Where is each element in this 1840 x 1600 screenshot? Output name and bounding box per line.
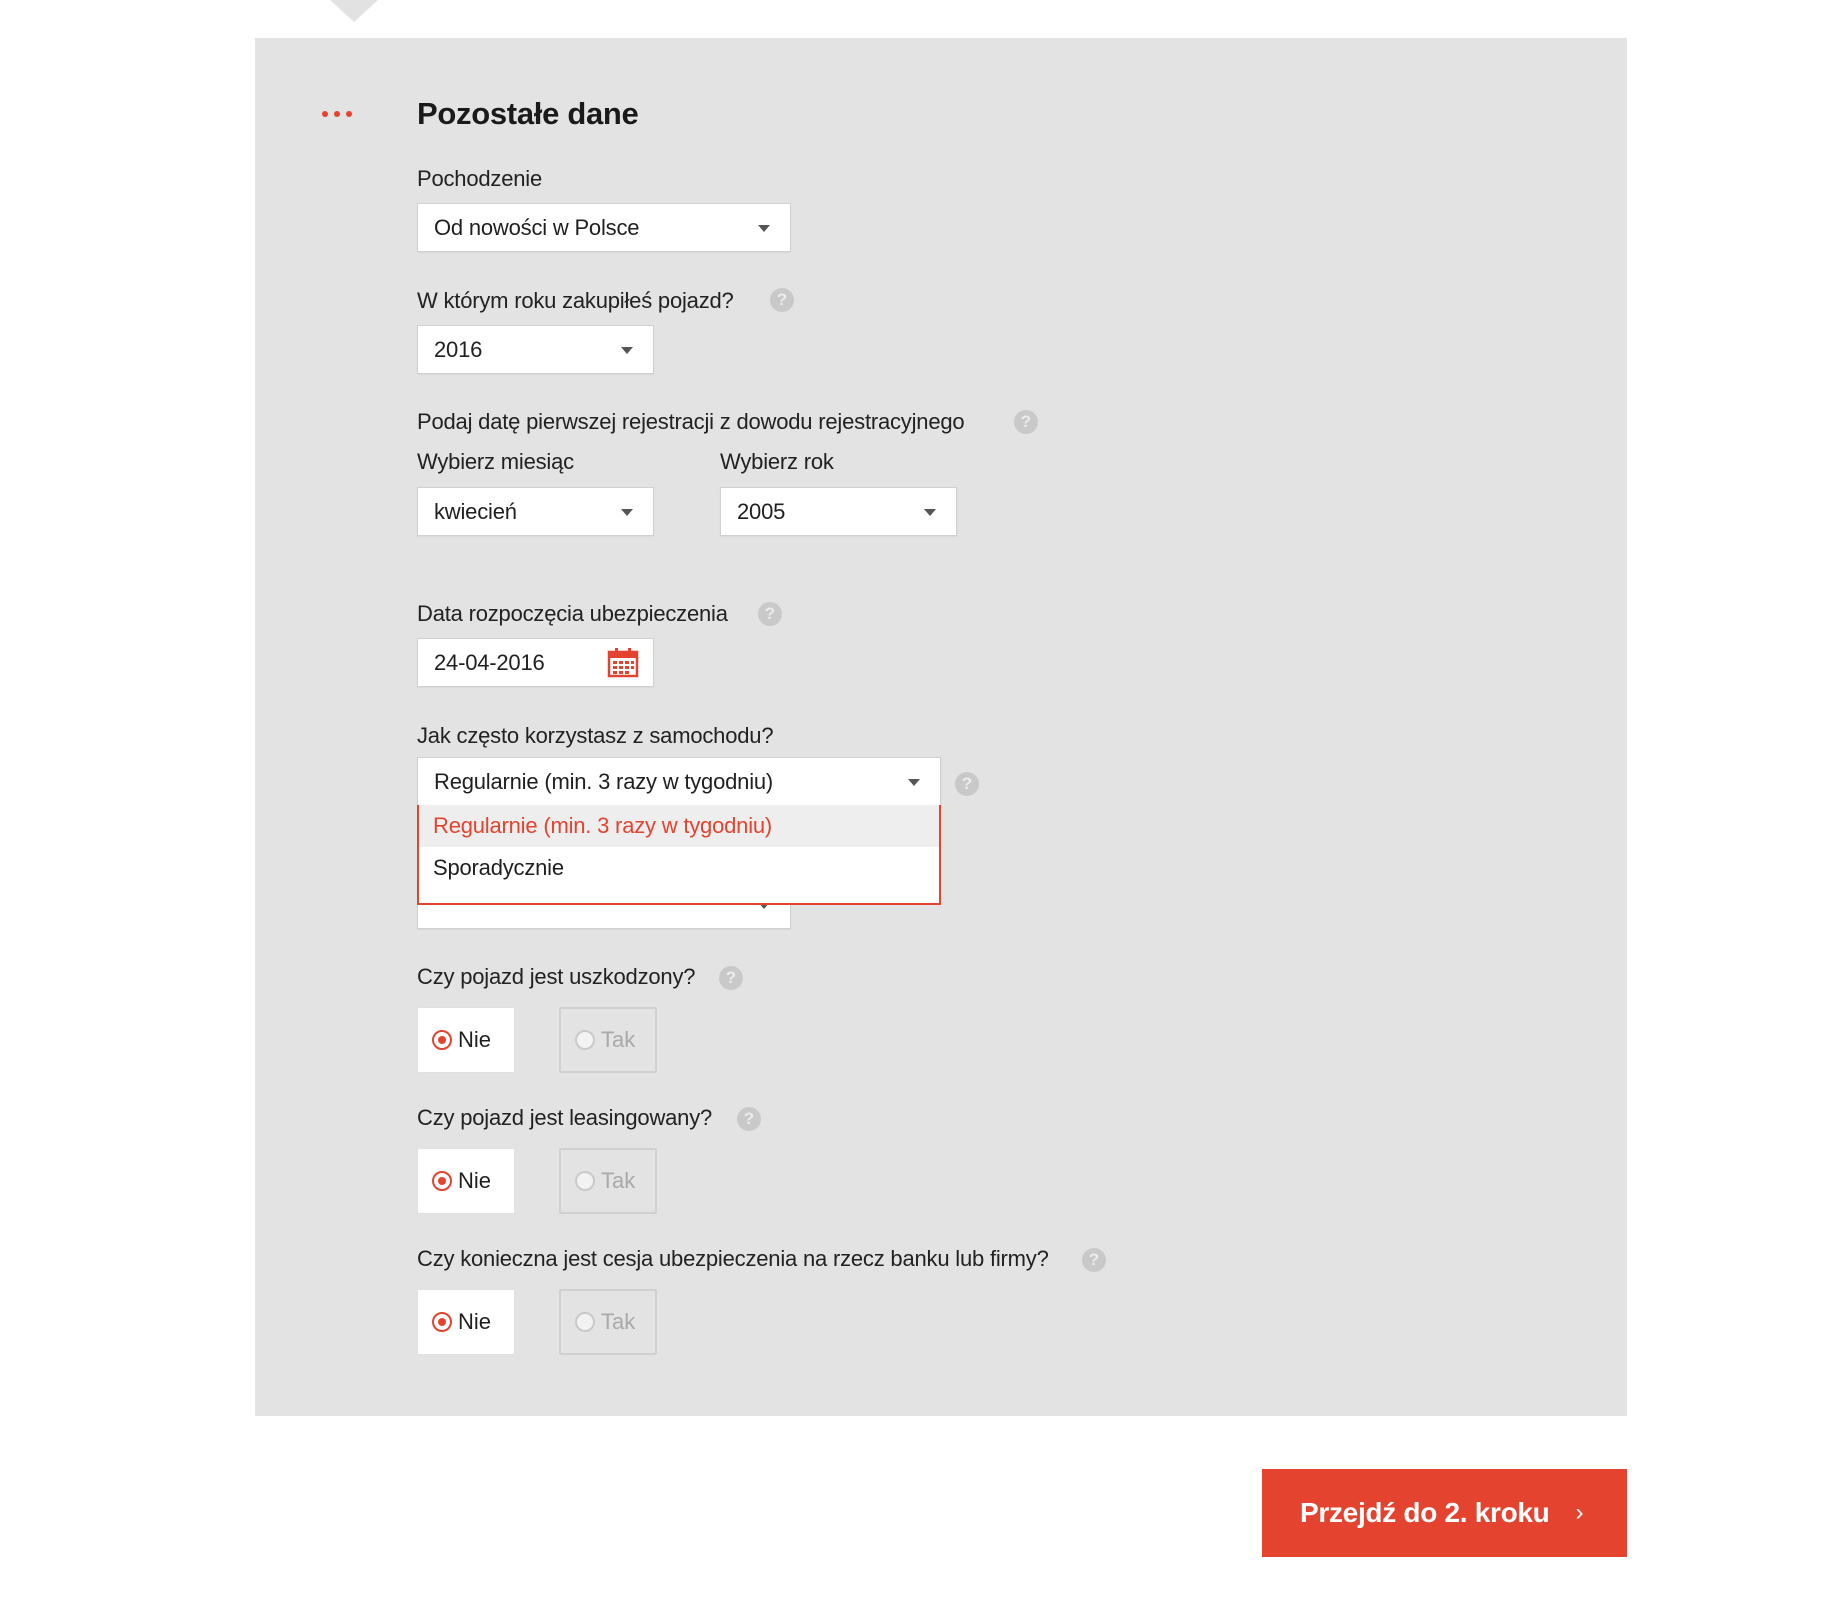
step-indicator-notch (330, 0, 378, 22)
cesja-nie-radio[interactable] (417, 1289, 515, 1355)
dropdown-option-sporadycznie[interactable]: Sporadycznie (433, 855, 564, 880)
uszkodzony-tak-radio[interactable] (559, 1007, 657, 1073)
leasing-label: Czy pojazd jest leasingowany? (417, 1105, 713, 1130)
cesja-tak-radio[interactable] (559, 1289, 657, 1355)
cesja-label: Czy konieczna jest cesja ubezpieczenia na rzecz banku lub firmy? (417, 1246, 1049, 1271)
data-ubezpieczenia-input[interactable] (417, 638, 654, 687)
help-icon[interactable]: ? (719, 966, 743, 990)
czestotliwosc-select[interactable] (417, 757, 941, 807)
radio-checked-icon (432, 1030, 452, 1050)
czestotliwosc-value: Regularnie (min. 3 razy w tygodniu) (434, 769, 774, 794)
radio-unchecked-icon (575, 1030, 595, 1050)
rok-zakupu-value: 2016 (434, 336, 483, 362)
pochodzenie-label: Pochodzenie (417, 166, 543, 191)
help-icon[interactable]: ? (770, 288, 794, 312)
miesiac-value: kwiecień (434, 498, 517, 524)
rok-zakupu-label: W którym roku zakupiłeś pojazd? (417, 288, 734, 313)
czestotliwosc-label: Jak często korzystasz z samochodu? (417, 723, 774, 748)
section-dots-icon (322, 111, 352, 117)
section-title: Pozostałe dane (417, 96, 639, 131)
chevron-down-icon (758, 225, 770, 232)
uszkodzony-label: Czy pojazd jest uszkodzony? (417, 964, 696, 989)
pochodzenie-value: Od nowości w Polsce (434, 214, 640, 240)
rok-rejestracji-value: 2005 (737, 498, 786, 524)
radio-label: Tak (601, 1168, 636, 1193)
radio-unchecked-icon (575, 1312, 595, 1332)
radio-label: Tak (601, 1027, 636, 1052)
radio-label: Nie (458, 1027, 492, 1052)
help-icon[interactable]: ? (955, 772, 979, 796)
calendar-icon[interactable] (607, 648, 639, 678)
next-step-label: Przejdź do 2. kroku (1300, 1497, 1550, 1528)
data-ubezpieczenia-value: 24-04-2016 (434, 649, 545, 675)
radio-checked-icon (432, 1312, 452, 1332)
chevron-down-icon (908, 779, 920, 786)
next-step-button[interactable] (1262, 1469, 1627, 1557)
dropdown-option-regularnie[interactable]: Regularnie (min. 3 razy w tygodniu) (419, 805, 939, 847)
uszkodzony-nie-radio[interactable] (417, 1007, 515, 1073)
rok-rejestracji-select[interactable] (720, 487, 957, 536)
leasing-tak-radio[interactable] (559, 1148, 657, 1214)
help-icon[interactable]: ? (1082, 1248, 1106, 1272)
miesiac-select[interactable] (417, 487, 654, 536)
chevron-down-icon (621, 347, 633, 354)
help-icon[interactable]: ? (1014, 410, 1038, 434)
chevron-down-icon (621, 509, 633, 516)
radio-label: Tak (601, 1309, 636, 1334)
rejestracja-label: Podaj datę pierwszej rejestracji z dowodu rejestracyjnego (417, 409, 965, 434)
pochodzenie-select[interactable] (417, 203, 791, 252)
radio-label: Nie (458, 1168, 492, 1193)
czestotliwosc-dropdown (417, 805, 941, 905)
miesiac-label: Wybierz miesiąc (417, 449, 574, 474)
radio-unchecked-icon (575, 1171, 595, 1191)
rok-zakupu-select[interactable] (417, 325, 654, 374)
leasing-nie-radio[interactable] (417, 1148, 515, 1214)
data-ubezpieczenia-label: Data rozpoczęcia ubezpieczenia (417, 601, 728, 626)
chevron-right-icon: › (1575, 1499, 1584, 1526)
radio-label: Nie (458, 1309, 492, 1334)
rok-label: Wybierz rok (720, 449, 834, 474)
radio-checked-icon (432, 1171, 452, 1191)
help-icon[interactable]: ? (737, 1107, 761, 1131)
chevron-down-icon (924, 509, 936, 516)
help-icon[interactable]: ? (758, 602, 782, 626)
